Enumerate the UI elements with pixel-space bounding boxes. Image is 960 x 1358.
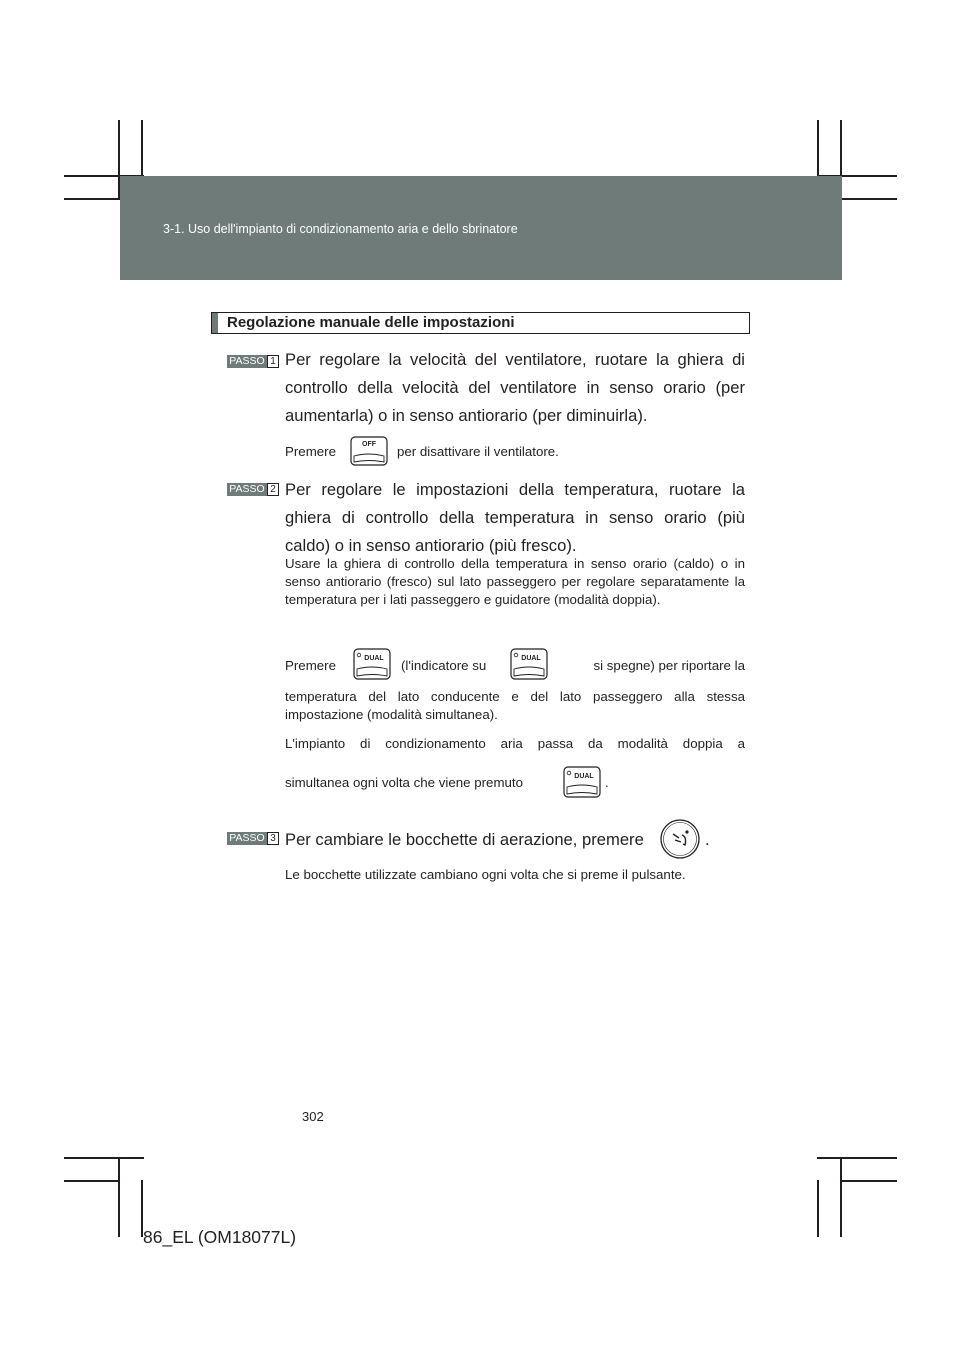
step-2-note-3: L'impianto di condizionamento aria passa da modalità doppia a <box>285 736 745 751</box>
note-text: si spegne) per riportare la <box>593 658 745 673</box>
crop-mark <box>842 1180 897 1182</box>
step-2-note-2-cont: temperatura del lato conducente e del lato passeggero alla stessa impostazione (modalità simultanea). <box>285 689 745 722</box>
note-text: Premere <box>285 444 336 459</box>
note-text: per disattivare il ventilatore. <box>397 444 559 459</box>
step-1-text: Per regolare la velocità del ventilatore, ruotare la ghiera di controllo della velocità del ventilatore in senso orario (per aumentarla) o in senso antiorario (per diminuirla). <box>285 350 745 425</box>
step-word: PASSO <box>227 355 267 368</box>
dual-label: DUAL <box>574 773 594 780</box>
step-2-note-3-line <box>285 766 745 798</box>
step-2-note-1: Usare la ghiera di controllo della temperatura in senso orario (caldo) o in senso antiorario (fresco) sul lato passeggero per regolare separatamente la temperatura per i lati passeggero e guidatore (modalità doppia). <box>285 556 745 607</box>
note-text: . <box>605 775 609 790</box>
step-badge-3 <box>227 832 279 845</box>
dual-button-icon <box>563 766 601 798</box>
page-number: 302 <box>302 1109 324 1124</box>
crop-mark <box>64 1180 120 1182</box>
step-word: PASSO <box>227 483 267 496</box>
document-code: 86_EL (OM18077L) <box>143 1227 297 1247</box>
step-badge-2 <box>227 483 279 496</box>
step-3-line <box>285 818 745 862</box>
heading-bar <box>212 313 218 333</box>
step-1-note <box>285 440 745 470</box>
crop-mark <box>817 1157 897 1159</box>
chapter-header <box>120 176 842 280</box>
step-word: PASSO <box>227 832 267 845</box>
step-3-text: . <box>705 830 710 849</box>
note-text: (l'indicatore su <box>401 658 487 673</box>
crop-mark <box>64 198 120 200</box>
dual-button-icon <box>510 648 548 680</box>
crop-mark <box>118 1157 120 1237</box>
off-label: OFF <box>362 441 376 448</box>
section-title: Regolazione manuale delle impostazioni <box>227 314 515 331</box>
note-text: Premere <box>285 658 336 673</box>
crop-mark <box>817 1180 819 1237</box>
crop-mark <box>842 198 897 200</box>
dual-button-icon <box>353 648 391 680</box>
crop-mark <box>64 1157 144 1159</box>
step-3-text: Per cambiare le bocchette di aerazione, premere <box>285 830 644 849</box>
air-outlet-button-icon <box>659 818 701 860</box>
step-number: 2 <box>267 483 279 496</box>
step-3-note: Le bocchette utilizzate cambiano ogni volta che si preme il pulsante. <box>285 867 686 882</box>
dual-label: DUAL <box>364 655 384 662</box>
section-heading <box>211 312 750 334</box>
note-text: simultanea ogni volta che viene premuto <box>285 775 524 790</box>
step-2-text: Per regolare le impostazioni della temperatura, ruotare la ghiera di controllo della temperatura in senso orario (più caldo) o in senso antiorario (più fresco). <box>285 480 745 555</box>
crop-mark <box>840 1157 842 1237</box>
chapter-title: 3-1. Uso dell'impianto di condizionamento aria e dello sbrinatore <box>163 222 518 236</box>
step-number: 3 <box>267 832 279 845</box>
step-badge-1 <box>227 355 279 368</box>
step-number: 1 <box>267 355 279 368</box>
off-button-icon <box>350 436 388 466</box>
step-2-note-2-line <box>285 648 745 682</box>
dual-label: DUAL <box>521 655 541 662</box>
